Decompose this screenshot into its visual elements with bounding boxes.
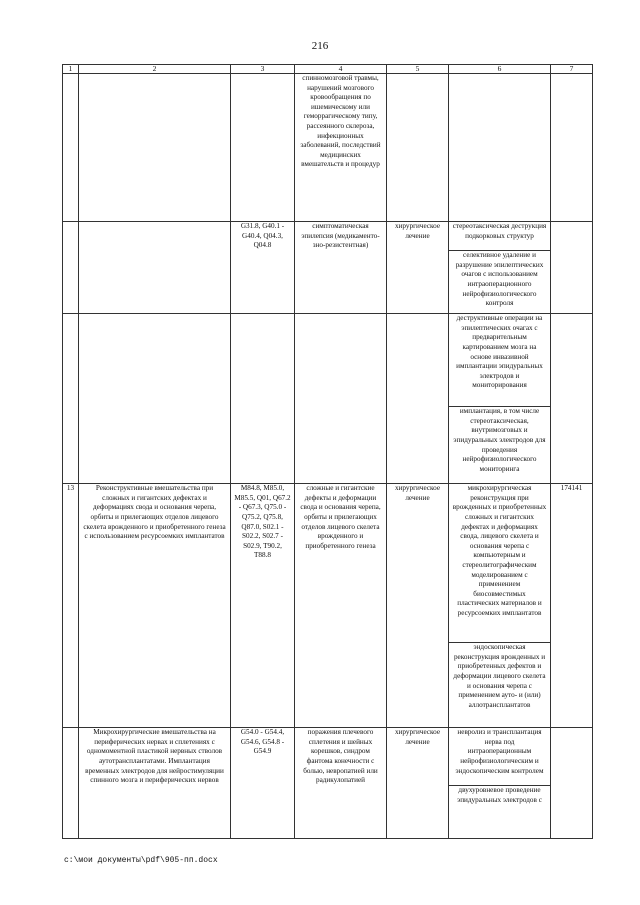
table-row xyxy=(63,728,593,786)
cost-cell xyxy=(551,643,593,728)
model-cell xyxy=(295,643,387,728)
number-cell xyxy=(63,643,79,728)
name-cell: Реконструктивные вмешательства при сложных и гигантских дефектах и деформациях свода и основания черепа, орбиты и прилегающих отделов лицевого скелета врожденного и приобретенного генеза с использованием ресурсоемких имплантатов xyxy=(79,484,231,643)
treatment-cell xyxy=(387,314,449,407)
table-row xyxy=(63,314,593,407)
number-cell xyxy=(63,314,79,407)
treatment-cell: хирургическое лечение xyxy=(387,728,449,786)
header-cell-7: 7 xyxy=(551,65,593,74)
column-number-row xyxy=(63,65,593,74)
model-cell xyxy=(295,314,387,407)
codes-cell: M84.8, M85.0, M85.5, Q01, Q67.2 - Q67.3, Q75.0 - Q75.2, Q75.8, Q87.0, S02.1 - S02.2, S02.7 - S02.9, T90.2, T88.8 xyxy=(231,484,295,643)
number-cell xyxy=(63,407,79,484)
cost-cell xyxy=(551,251,593,314)
table-row xyxy=(63,222,593,251)
codes-cell xyxy=(231,786,295,839)
header-cell-3: 3 xyxy=(231,65,295,74)
cost-cell xyxy=(551,74,593,222)
model-cell: поражения плечевого сплетения и шейных корешков, синдром фантома конечности с болью, невропатией или радикулопатией xyxy=(295,728,387,786)
header-cell-4: 4 xyxy=(295,65,387,74)
number-cell xyxy=(63,222,79,251)
cost-cell xyxy=(551,407,593,484)
model-cell: спинномозговой травмы, нарушений мозгового кровообращения по ишемическому или геморрагическому типу, рассеянного склероза, инфекционных заболеваний, последствий медицинских вмешательств и процедур xyxy=(295,74,387,222)
name-cell xyxy=(79,222,231,251)
treatment-cell: хирургическое лечение xyxy=(387,484,449,643)
treatment-cell xyxy=(387,74,449,222)
method-cell: эндоскопическая реконструкция врожденных и приобретенных дефектов и деформации лицевого скелета и основания черепа с применением ауто- и (или) аллотрансплантатов xyxy=(449,643,551,728)
name-cell xyxy=(79,786,231,839)
name-cell xyxy=(79,407,231,484)
method-cell xyxy=(449,74,551,222)
method-cell: микрохирургическая реконструкция при врожденных и приобретенных сложных и гигантских дефектах и деформациях свода, лицевого скелета и основания черепа с компьютерным и стереолитографическим моделированием с применением биосовместимых пластических материалов и ресурсоемких имплантатов xyxy=(449,484,551,643)
codes-cell: G54.0 - G54.4, G54.6, G54.8 - G54.9 xyxy=(231,728,295,786)
name-cell: Микрохирургические вмешательства на периферических нервах и сплетениях с одномоментной пластикой нервных стволов аутотрансплантатами. Имплантация временных электродов для нейростимуляции спинного мозга и периферических нервов xyxy=(79,728,231,786)
method-cell: деструктивные операции на эпилептических очагах с предварительным картированием мозга на основе инвазивной имплантации эпидуральных электродов и мониторирования xyxy=(449,314,551,407)
number-cell xyxy=(63,728,79,786)
codes-cell xyxy=(231,251,295,314)
cost-cell: 174141 xyxy=(551,484,593,643)
treatment-cell: хирургическое лечение xyxy=(387,222,449,251)
treatment-cell xyxy=(387,407,449,484)
model-cell xyxy=(295,407,387,484)
codes-cell xyxy=(231,643,295,728)
cost-cell xyxy=(551,728,593,786)
method-cell: двухуровневое проведение эпидуральных электродов с xyxy=(449,786,551,839)
number-cell xyxy=(63,251,79,314)
table-row xyxy=(63,484,593,643)
model-cell xyxy=(295,251,387,314)
table-row xyxy=(63,74,593,222)
table-row xyxy=(63,407,593,484)
model-cell xyxy=(295,786,387,839)
model-cell: сложные и гигантские дефекты и деформации свода и основания черепа, орбиты и прилегающих отделов лицевого скелета врожденного и приобретенного генеза xyxy=(295,484,387,643)
treatment-cell xyxy=(387,786,449,839)
method-cell: селективное удаление и разрушение эпилептических очагов с использованием интраоперационного нейрофизиологического контроля xyxy=(449,251,551,314)
method-cell: стереотаксическая деструкция подкорковых структур xyxy=(449,222,551,251)
table-row xyxy=(63,786,593,839)
name-cell xyxy=(79,314,231,407)
header-cell-6: 6 xyxy=(449,65,551,74)
name-cell xyxy=(79,74,231,222)
table-row xyxy=(63,251,593,314)
codes-cell xyxy=(231,407,295,484)
name-cell xyxy=(79,643,231,728)
cost-cell xyxy=(551,222,593,251)
header-cell-5: 5 xyxy=(387,65,449,74)
codes-cell xyxy=(231,314,295,407)
treatment-cell xyxy=(387,251,449,314)
number-cell xyxy=(63,786,79,839)
cost-cell xyxy=(551,786,593,839)
number-cell xyxy=(63,74,79,222)
table-row xyxy=(63,643,593,728)
treatment-cell xyxy=(387,643,449,728)
header-cell-1: 1 xyxy=(63,65,79,74)
page-number: 216 xyxy=(311,40,329,52)
file-path-footer: c:\мои документы\pdf\905-пп.docx xyxy=(64,856,218,865)
cost-cell xyxy=(551,314,593,407)
method-cell: имплантация, в том числе стереотаксическая, внутримозговых и эпидуральных электродов для проведения нейрофизиологического мониторинга xyxy=(449,407,551,484)
model-cell: симптоматическая эпилепсия (медикаментозно-резистентная) xyxy=(295,222,387,251)
header-cell-2: 2 xyxy=(79,65,231,74)
name-cell xyxy=(79,251,231,314)
method-cell: невролиз и трансплантация нерва под интраоперационным нейрофизиологическим и эндоскопическим контролем xyxy=(449,728,551,786)
procedures-table xyxy=(62,64,593,839)
codes-cell xyxy=(231,74,295,222)
codes-cell: G31.8, G40.1 - G40.4, Q04.3, Q04.8 xyxy=(231,222,295,251)
number-cell: 13 xyxy=(63,484,79,643)
